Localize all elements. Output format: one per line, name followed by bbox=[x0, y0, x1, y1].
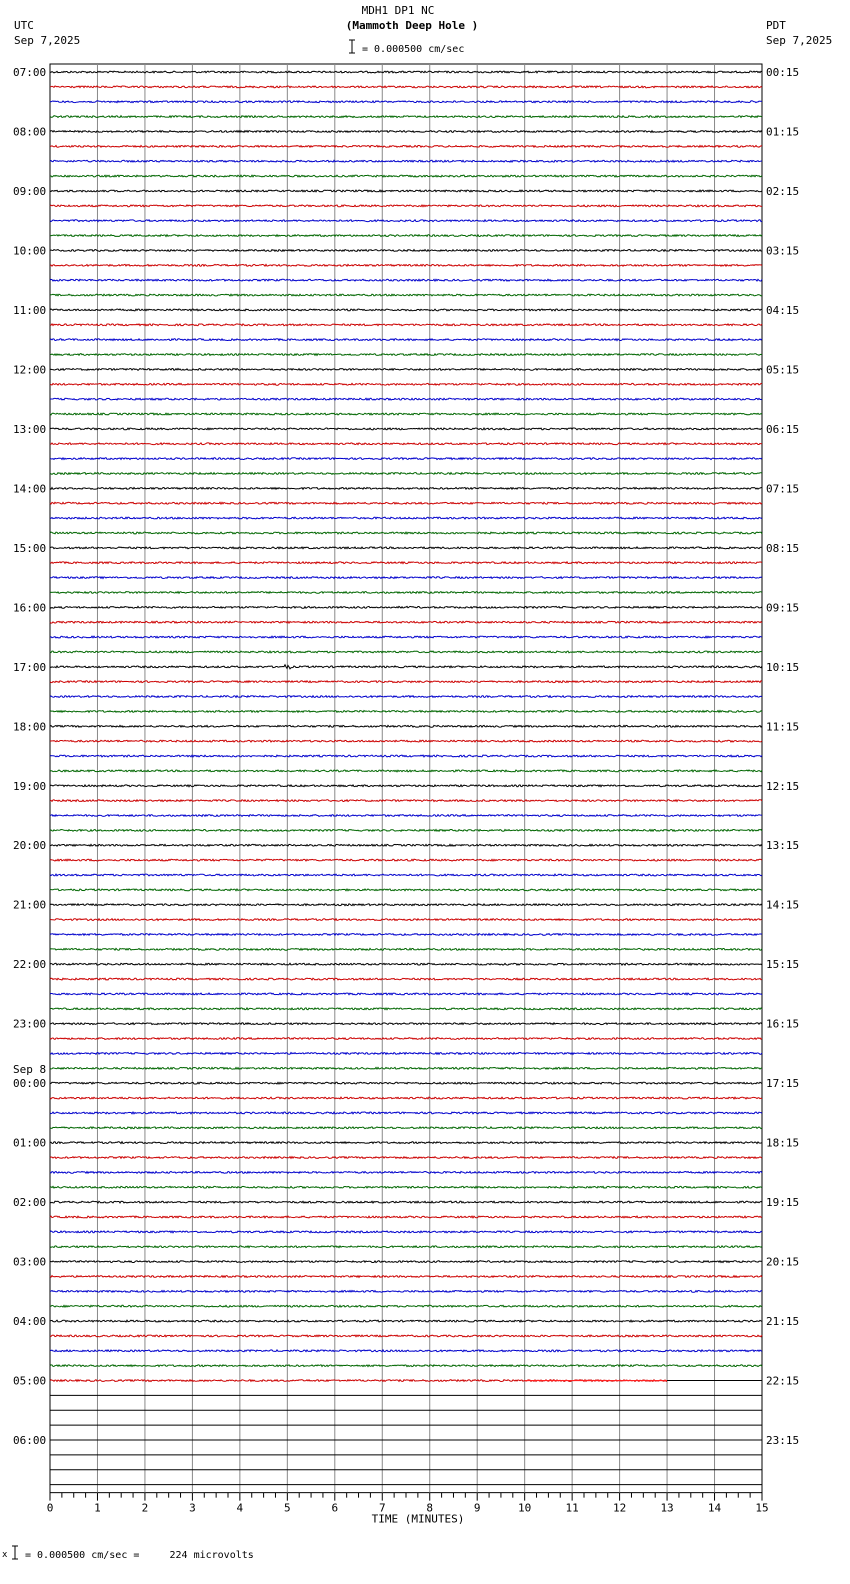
trace-row bbox=[50, 1053, 762, 1055]
trace-row bbox=[50, 1067, 762, 1069]
pdt-hour-label: 06:15 bbox=[766, 422, 800, 436]
x-tick-label: 7 bbox=[378, 1501, 386, 1515]
pdt-hour-label: 08:15 bbox=[766, 541, 800, 555]
trace-row bbox=[50, 1216, 762, 1218]
pdt-hour-label: 13:15 bbox=[766, 839, 800, 853]
x-tick-label: 14 bbox=[707, 1501, 722, 1515]
trace-row bbox=[50, 815, 762, 817]
trace-row bbox=[50, 889, 762, 891]
trace-row bbox=[50, 547, 762, 549]
trace-row bbox=[50, 606, 762, 608]
x-tick-label: 11 bbox=[565, 1501, 579, 1515]
pdt-hour-label: 17:15 bbox=[766, 1077, 800, 1091]
trace-row bbox=[50, 1038, 762, 1040]
pdt-hour-label: 07:15 bbox=[766, 482, 800, 496]
trace-row bbox=[50, 1142, 762, 1144]
trace-row bbox=[50, 770, 762, 772]
trace-row bbox=[50, 800, 762, 802]
trace-row bbox=[50, 859, 762, 861]
x-tick-label: 5 bbox=[284, 1501, 291, 1515]
plot-frame bbox=[50, 64, 762, 1493]
trace-row bbox=[50, 725, 762, 727]
trace-row bbox=[50, 339, 762, 341]
trace-row bbox=[50, 369, 762, 371]
trace-row bbox=[50, 636, 762, 638]
trace-row bbox=[50, 86, 762, 88]
trace-row bbox=[50, 562, 762, 564]
trace-row bbox=[50, 1350, 762, 1352]
utc-hour-label: 02:00 bbox=[13, 1196, 47, 1210]
trace-row bbox=[50, 532, 762, 534]
pdt-hour-label: 09:15 bbox=[766, 601, 800, 615]
trace-row bbox=[50, 383, 762, 385]
utc-hour-label: 09:00 bbox=[13, 184, 47, 198]
utc-hour-label: 18:00 bbox=[13, 720, 47, 734]
pdt-hour-label: 15:15 bbox=[766, 958, 800, 972]
trace-row bbox=[50, 874, 762, 876]
trace-row bbox=[50, 651, 762, 653]
trace-row bbox=[50, 324, 762, 326]
x-tick-label: 2 bbox=[141, 1501, 149, 1515]
utc-hour-label: 01:00 bbox=[13, 1136, 47, 1150]
pdt-hour-label: 19:15 bbox=[766, 1196, 800, 1210]
trace-row bbox=[50, 1231, 762, 1233]
pdt-hour-label: 03:15 bbox=[766, 244, 800, 258]
utc-hour-label: 05:00 bbox=[13, 1374, 47, 1388]
trace-row bbox=[50, 354, 762, 356]
trace-row bbox=[50, 1157, 762, 1159]
trace-row bbox=[50, 279, 762, 281]
footer-scale-note: = 0.000500 cm/sec = 224 microvolts bbox=[25, 1550, 254, 1561]
pdt-hour-label: 23:15 bbox=[766, 1434, 800, 1448]
trace-row bbox=[50, 220, 762, 222]
pdt-hour-label: 14:15 bbox=[766, 898, 800, 912]
left-date: Sep 7,2025 bbox=[14, 34, 81, 47]
trace-row bbox=[50, 755, 762, 757]
x-tick-label: 13 bbox=[660, 1501, 674, 1515]
utc-hour-label: 07:00 bbox=[13, 66, 47, 79]
trace-row bbox=[50, 235, 762, 237]
utc-hour-label: 04:00 bbox=[13, 1315, 47, 1329]
trace-row bbox=[50, 830, 762, 832]
x-tick-label: 12 bbox=[612, 1501, 627, 1515]
trace-row bbox=[50, 294, 762, 296]
x-tick-label: 6 bbox=[331, 1501, 339, 1515]
utc-hour-label: 23:00 bbox=[13, 1017, 47, 1031]
trace-row bbox=[50, 963, 762, 965]
trace-row bbox=[50, 1112, 762, 1114]
trace-row bbox=[50, 740, 762, 742]
right-date: Sep 7,2025 bbox=[766, 34, 833, 47]
right-timezone: PDT bbox=[766, 19, 786, 32]
x-tick-label: 3 bbox=[189, 1501, 196, 1515]
trace-row bbox=[50, 146, 762, 148]
trace-row bbox=[50, 592, 762, 594]
trace-row bbox=[50, 131, 762, 133]
x-tick-label: 0 bbox=[46, 1501, 54, 1515]
trace-row bbox=[50, 621, 762, 623]
trace-row bbox=[50, 1305, 762, 1307]
trace-row bbox=[50, 116, 762, 118]
utc-hour-label: 16:00 bbox=[13, 601, 47, 615]
trace-row bbox=[50, 1276, 762, 1278]
utc-hour-label: 00:00 bbox=[13, 1077, 47, 1091]
utc-hour-label: 13:00 bbox=[13, 422, 47, 436]
trace-row bbox=[50, 1320, 762, 1322]
trace-row bbox=[50, 919, 762, 921]
trace-row bbox=[50, 1261, 762, 1263]
utc-hour-label: 11:00 bbox=[13, 303, 47, 317]
trace-row bbox=[50, 1008, 762, 1010]
utc-hour-label: 14:00 bbox=[13, 482, 47, 496]
trace-row bbox=[50, 101, 762, 103]
trace-row bbox=[50, 1023, 762, 1025]
trace-row bbox=[50, 1246, 762, 1248]
trace-row bbox=[50, 844, 762, 846]
pdt-hour-label: 04:15 bbox=[766, 303, 800, 317]
trace-row bbox=[50, 1097, 762, 1099]
trace-row bbox=[50, 413, 762, 415]
x-axis-label: TIME (MINUTES) bbox=[371, 1512, 465, 1526]
trace-row bbox=[50, 1201, 762, 1203]
utc-hour-label: 22:00 bbox=[13, 958, 47, 972]
pdt-hour-label: 21:15 bbox=[766, 1315, 800, 1329]
station-location: (Mammoth Deep Hole ) bbox=[345, 19, 479, 32]
utc-hour-label: 08:00 bbox=[13, 125, 47, 139]
pdt-hour-label: 05:15 bbox=[766, 363, 800, 377]
trace-row bbox=[50, 978, 762, 980]
pdt-hour-label: 11:15 bbox=[766, 720, 800, 734]
trace-row bbox=[50, 488, 762, 490]
x-tick-label: 8 bbox=[426, 1501, 434, 1515]
pdt-hour-label: 02:15 bbox=[766, 184, 800, 198]
trace-row bbox=[50, 205, 762, 207]
station-title: MDH1 DP1 NC bbox=[361, 4, 435, 17]
utc-hour-label: 06:00 bbox=[13, 1434, 47, 1448]
pdt-hour-label: 22:15 bbox=[766, 1374, 800, 1388]
pdt-hour-label: 00:15 bbox=[766, 66, 800, 79]
trace-row bbox=[50, 398, 762, 400]
trace-row bbox=[50, 1127, 762, 1129]
utc-hour-label: 15:00 bbox=[13, 541, 47, 555]
trace-row bbox=[50, 1172, 762, 1174]
trace-row bbox=[50, 577, 762, 579]
trace-row bbox=[50, 785, 762, 787]
trace-row bbox=[50, 309, 762, 311]
x-tick-label: 1 bbox=[94, 1501, 101, 1515]
trace-row bbox=[50, 665, 762, 669]
trace-row bbox=[50, 175, 762, 177]
day-change-label: Sep 8 bbox=[13, 1063, 47, 1077]
trace-row bbox=[50, 993, 762, 995]
pdt-hour-label: 20:15 bbox=[766, 1255, 800, 1269]
x-tick-label: 15 bbox=[755, 1501, 769, 1515]
pdt-hour-label: 01:15 bbox=[766, 125, 800, 139]
utc-hour-label: 03:00 bbox=[13, 1255, 47, 1269]
trace-row bbox=[50, 1365, 762, 1367]
utc-hour-label: 10:00 bbox=[13, 244, 47, 258]
x-tick-label: 9 bbox=[473, 1501, 481, 1515]
trace-row bbox=[50, 517, 762, 519]
utc-hour-label: 19:00 bbox=[13, 779, 47, 793]
trace-row bbox=[50, 681, 762, 683]
utc-hour-label: 20:00 bbox=[13, 839, 47, 853]
footer-marker: x bbox=[2, 1550, 8, 1560]
trace-row bbox=[50, 443, 762, 445]
x-tick-label: 10 bbox=[518, 1501, 532, 1515]
trace-row bbox=[50, 264, 762, 266]
left-timezone: UTC bbox=[14, 19, 34, 32]
utc-hour-label: 17:00 bbox=[13, 660, 47, 674]
trace-row bbox=[50, 1335, 762, 1337]
scale-label: = 0.000500 cm/sec bbox=[362, 44, 465, 55]
trace-row bbox=[50, 71, 762, 73]
trace-row bbox=[50, 711, 762, 713]
trace-row bbox=[50, 250, 762, 252]
trace-row bbox=[50, 458, 762, 460]
trace-row bbox=[50, 473, 762, 475]
trace-row bbox=[50, 160, 762, 162]
pdt-hour-label: 18:15 bbox=[766, 1136, 800, 1150]
pdt-hour-label: 16:15 bbox=[766, 1017, 800, 1031]
x-tick-label: 4 bbox=[236, 1501, 244, 1515]
pdt-hour-label: 10:15 bbox=[766, 660, 800, 674]
trace-row bbox=[50, 428, 762, 430]
trace-row bbox=[50, 1186, 762, 1188]
trace-row bbox=[50, 934, 762, 936]
pdt-hour-label: 12:15 bbox=[766, 779, 800, 793]
trace-row bbox=[50, 502, 762, 504]
utc-hour-label: 21:00 bbox=[13, 898, 47, 912]
trace-row bbox=[50, 696, 762, 698]
trace-row bbox=[50, 904, 762, 906]
trace-row bbox=[50, 190, 762, 192]
utc-hour-label: 12:00 bbox=[13, 363, 47, 377]
trace-row bbox=[50, 1290, 762, 1292]
trace-row bbox=[50, 948, 762, 950]
trace-row bbox=[50, 1082, 762, 1084]
